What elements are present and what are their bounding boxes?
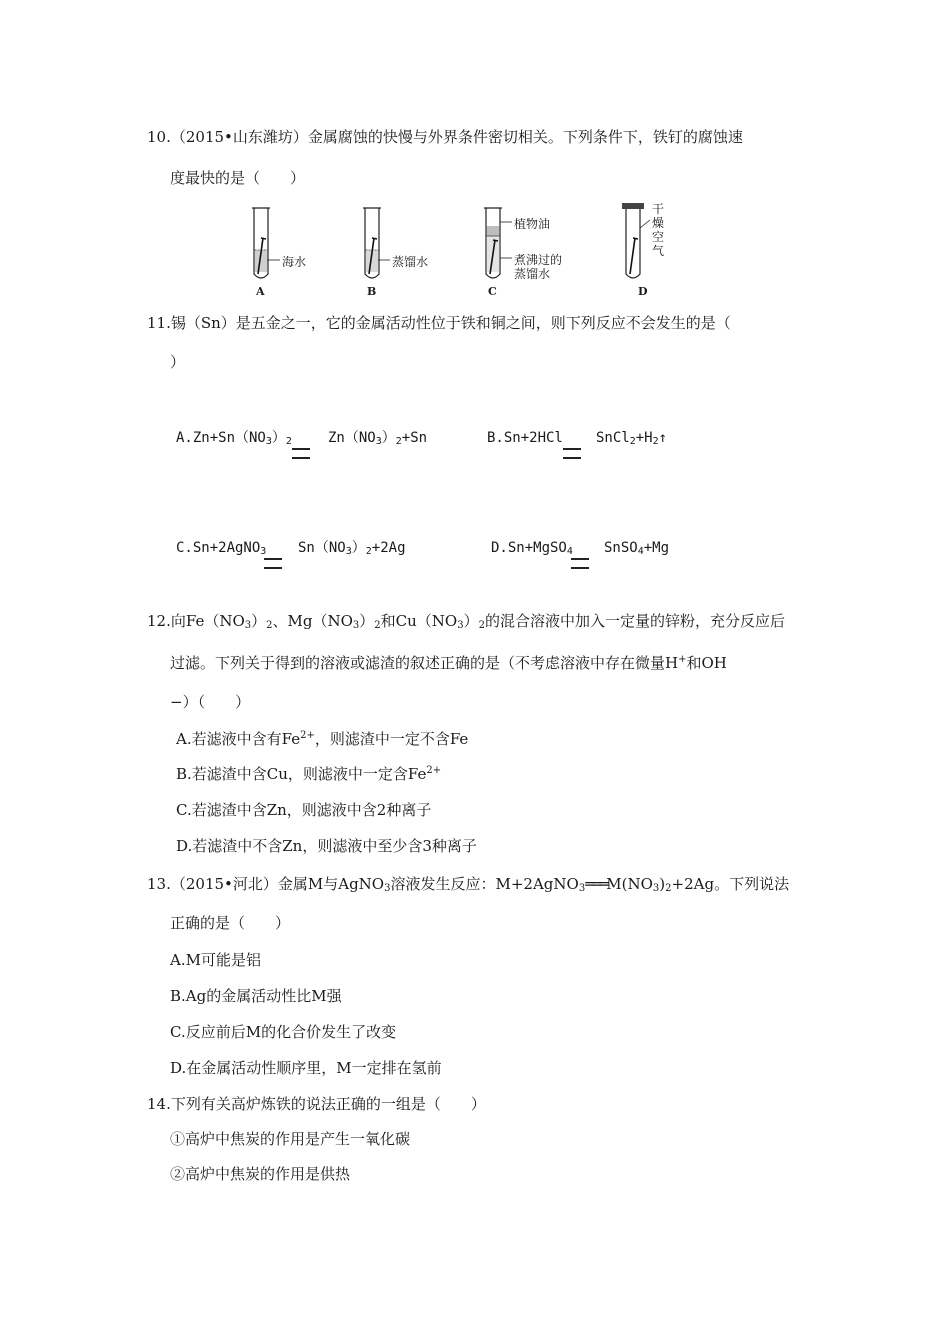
q11-d-right-sub: 4 [637,546,644,557]
q12-l1-s4: 2 [374,620,381,631]
q11-a-left-end: ） [271,430,286,446]
q13-option-d: D.在金属活动性顺序里，M一定排在氢前 [170,1059,442,1077]
tube-d-char-1: 干 [652,202,665,216]
q11-option-a-left [176,428,292,448]
tube-c-letter: C [488,285,497,298]
q13-l1-c: M(NO [606,875,653,893]
q12-l1-s6: 2 [478,620,485,631]
tube-a-letter: A [256,285,265,298]
q11-a-right-mid: ） [381,430,396,446]
q12-l1-s5: 3 [457,620,464,631]
q12-line2 [170,653,727,673]
q12-option-a [176,729,468,749]
q13-option-b: B.Ag的金属活动性比M强 [170,987,342,1005]
q12-option-d: D.若滤渣中不含Zn，则滤液中至少含3种离子 [176,837,477,855]
q11-option-b-right [596,428,667,448]
q11-c-right-text: Sn（NO [298,540,346,556]
q12-l1-d: ） [359,612,375,630]
q12-b-text: B.若滤渣中含Cu，则滤液中一定含Fe [176,765,427,783]
q12-a-end: ，则滤渣中一定不含Fe [314,730,469,748]
q11-c-left-sub: 3 [260,546,267,557]
q11-c-right-mid: ） [351,540,366,556]
q11-line2: ） [170,353,186,371]
q11-b-right-sub2: 2 [652,436,659,447]
q11-a-right-text: Zn（NO [328,430,376,446]
q11-option-a-right [328,428,427,448]
q13-l1-e: +2Ag。下列说法 [671,875,790,893]
q11-c-right-sub: 3 [345,546,352,557]
q12-l1-s1: 3 [244,620,252,631]
q13-line1 [147,874,789,894]
tube-d-label [652,202,666,258]
q13-equals-sign: ═══ [585,875,607,893]
tube-c-label-oil: 植物油 [514,217,551,231]
q12-option-c: C.若滤渣中含Zn，则滤液中含2种离子 [176,801,432,819]
q11-option-d-left [491,538,573,558]
q11-a-left-sub: 3 [265,436,272,447]
q14-item-1: ①高炉中焦炭的作用是产生一氧化碳 [170,1130,411,1148]
q11-b-right-mid: +H [635,430,653,446]
q11-a-left-text: A.Zn+Sn（NO [176,430,266,446]
q12-l2-sup: + [678,654,687,665]
q12-l1-g: 的混合溶液中加入一定量的锌粉，充分反应后 [485,612,786,630]
tube-c-label-boiled: 煮沸过的 [514,253,563,267]
q13-l1-s2: 3 [578,883,586,894]
q12-l1-b: ） [251,612,267,630]
tube-d-char-2: 燥 [652,216,665,230]
q11-option-c-right [298,538,406,558]
q11-d-right-text: SnSO [604,540,638,556]
q11-a-right-end: +Sn [401,430,428,446]
q14-item-2: ②高炉中焦炭的作用是供热 [170,1165,351,1183]
q11-b-right-end: ↑ [658,430,668,446]
tube-a [252,208,280,278]
tube-d [622,203,650,278]
q12-option-b [176,764,441,784]
q11-d-left-text: D.Sn+MgSO [491,540,567,556]
q11-option-b-left: B.Sn+2HCl [487,430,563,446]
q11-d-equals [571,558,589,569]
q11-option-c-left [176,538,266,558]
test-tubes-diagram [230,200,690,300]
q10-figure [230,200,690,300]
q12-line3: −）（ ） [170,693,251,711]
q12-l2-a: 过滤。下列关于得到的溶液或滤渣的叙述正确的是（不考虑溶液中存在微量H [170,654,679,672]
q12-l1-e: 和Cu（NO [380,612,458,630]
q13-option-c: C.反应前后M的化合价发生了改变 [170,1023,397,1041]
q11-b-right-text: SnCl [596,430,630,446]
tube-b-letter: B [367,285,377,298]
q13-l1-s3: 3 [652,883,660,894]
q11-line1: 11.锡（Sn）是五金之一，它的金属活动性位于铁和铜之间，则下列反应不会发生的是（ [147,314,731,332]
q12-l1-s2: 2 [266,620,273,631]
q12-b-sup: 2+ [426,765,442,776]
tube-b-label: 蒸馏水 [392,255,429,269]
q12-a-sup: 2+ [300,730,315,741]
q11-a-equals [292,448,310,459]
q11-b-right-sub: 2 [629,436,636,447]
q11-c-right-end: +2Ag [371,540,406,556]
q12-l1-c: 、Mg（NO [272,612,353,630]
q11-d-right-end: +Mg [643,540,670,556]
q13-l1-a: 13.（2015•河北）金属M与AgNO [147,875,385,893]
q11-option-d-right [604,538,669,558]
q11-c-right-sub2: 2 [365,546,372,557]
q13-option-a: A.M可能是铝 [170,951,261,969]
q13-line2: 正确的是（ ） [170,914,291,932]
tube-a-label: 海水 [282,255,307,269]
q13-l1-d: ) [659,875,666,893]
q12-l1-s3: 3 [352,620,360,631]
tube-b [363,208,390,278]
q12-a-text: A.若滤液中含有Fe [176,730,301,748]
q11-c-equals [264,558,282,569]
q10-line2: 度最快的是（ ） [170,169,306,187]
q13-l1-s4: 2 [665,883,672,894]
q11-a-right-sub: 3 [375,436,382,447]
tube-d-char-3: 空 [652,230,665,244]
q12-l1-f: ） [463,612,479,630]
q13-l1-s1: 3 [384,883,391,894]
tube-c-label-water: 蒸馏水 [514,267,551,281]
q12-l2-b: 和OH [686,654,727,672]
q11-a-right-sub2: 2 [395,436,402,447]
q12-l1-a: 12.向Fe（NO [147,612,245,630]
q13-l1-b: 溶液发生反应：M+2AgNO [390,875,579,893]
tube-c [484,208,512,278]
q11-c-left-text: C.Sn+2AgNO [176,540,261,556]
q11-a-left-sub2: 2 [285,436,292,447]
q14-line1: 14.下列有关高炉炼铁的说法正确的一组是（ ） [147,1095,486,1113]
q12-line1 [147,611,785,631]
q11-b-equals [563,448,581,459]
tube-d-letter: D [638,285,648,298]
q11-d-left-sub: 4 [566,546,573,557]
q10-line1: 10.（2015•山东潍坊）金属腐蚀的快慢与外界条件密切相关。下列条件下，铁钉的腐蚀速 [147,128,743,146]
tube-d-char-4: 气 [652,244,665,258]
